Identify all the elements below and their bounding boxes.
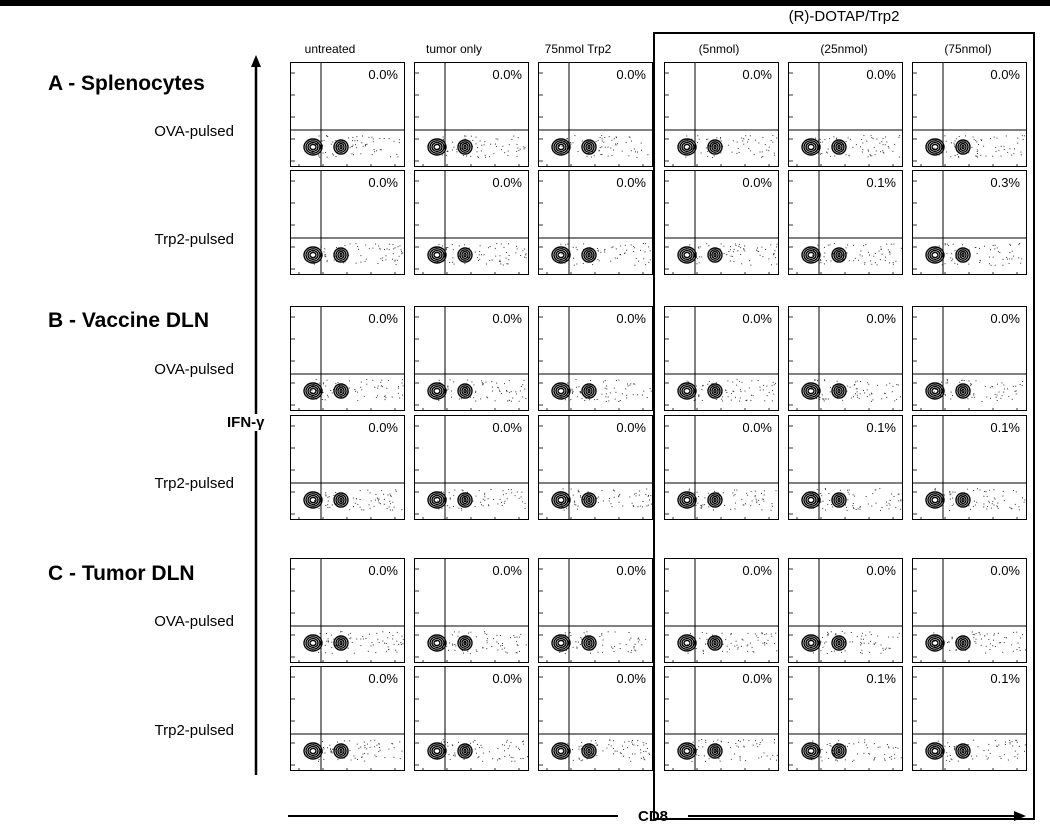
- flow-plot: [912, 415, 1027, 520]
- cd8-negative-population: [310, 748, 316, 753]
- flow-plot: [290, 170, 405, 275]
- event-dots: [559, 631, 646, 654]
- cd8-positive-population: [586, 748, 592, 755]
- cd8-negative-population: [808, 497, 814, 502]
- event-dots: [688, 243, 778, 266]
- row-label-c-ova: OVA-pulsed: [154, 613, 234, 630]
- quadrant-percentage: 0.0%: [866, 563, 896, 578]
- cd8-negative-population: [310, 640, 316, 645]
- event-dots: [935, 488, 1026, 511]
- quadrant-percentage: 0.0%: [742, 175, 772, 190]
- flow-plot: [664, 62, 779, 167]
- section-title-vaccine-dln: B - Vaccine DLN: [48, 309, 210, 332]
- cd8-positive-population: [712, 144, 718, 151]
- event-dots: [933, 740, 1025, 762]
- quadrant-percentage: 0.0%: [990, 311, 1020, 326]
- cd8-positive-population: [464, 641, 466, 644]
- cd8-positive-population: [714, 498, 716, 501]
- flow-plot: [538, 170, 653, 275]
- cd8-positive-population: [464, 389, 466, 392]
- cd8-positive-population: [962, 253, 964, 256]
- cd8-positive-population: [340, 145, 342, 148]
- flow-plot: [788, 558, 903, 663]
- cd8-positive-population: [464, 749, 466, 752]
- quadrant-percentage: 0.0%: [616, 671, 646, 686]
- column-label-untreated: untreated: [304, 42, 356, 56]
- event-dots: [314, 489, 403, 510]
- quadrant-percentage: 0.0%: [492, 563, 522, 578]
- flow-plot: [788, 415, 903, 520]
- event-dots: [685, 135, 777, 158]
- cd8-positive-population: [712, 497, 718, 504]
- event-dots: [687, 379, 776, 402]
- event-dots: [934, 135, 1025, 158]
- cd8-positive-population: [588, 749, 590, 752]
- event-dots: [311, 379, 403, 401]
- flow-plot: [414, 558, 529, 663]
- event-dots: [312, 243, 404, 265]
- flow-plot: [290, 415, 405, 520]
- event-dots: [809, 631, 900, 654]
- cd8-positive-population: [838, 389, 840, 392]
- quadrant-percentage: 0.1%: [866, 175, 896, 190]
- flow-plot: [664, 415, 779, 520]
- flow-plot: [788, 62, 903, 167]
- quadrant-percentage: 0.0%: [492, 175, 522, 190]
- quadrant-percentage: 0.0%: [368, 420, 398, 435]
- cd8-negative-population: [558, 388, 564, 393]
- column-label-75nmol-trp2: 75nmol Trp2: [544, 42, 612, 56]
- cd8-positive-population: [464, 253, 466, 256]
- cd8-positive-population: [464, 498, 466, 501]
- quadrant-percentage: 0.0%: [368, 67, 398, 82]
- cd8-positive-population: [836, 640, 842, 647]
- event-dots: [563, 739, 650, 761]
- section-title-splenocytes: A - Splenocytes: [48, 72, 205, 95]
- flow-plot: [414, 306, 529, 411]
- event-dots: [934, 379, 1023, 402]
- cd8-positive-population: [714, 641, 716, 644]
- flow-plot: [290, 62, 405, 167]
- cd8-negative-population: [808, 640, 814, 645]
- cd8-positive-population: [588, 253, 590, 256]
- quadrant-percentage: 0.1%: [866, 671, 896, 686]
- event-dots: [560, 488, 652, 510]
- cd8-negative-population: [684, 388, 690, 393]
- cd8-positive-population: [712, 388, 718, 395]
- cd8-positive-population: [588, 641, 590, 644]
- column-label-tumor-only: tumor only: [425, 42, 483, 56]
- cd8-positive-population: [838, 253, 840, 256]
- quadrant-percentage: 0.0%: [742, 67, 772, 82]
- cd8-positive-population: [464, 145, 466, 148]
- event-dots: [316, 631, 404, 654]
- cd8-negative-population: [310, 252, 316, 257]
- top-border: [0, 0, 1050, 6]
- cd8-negative-population: [932, 388, 938, 393]
- cd8-positive-population: [712, 640, 718, 647]
- flow-plot: [664, 306, 779, 411]
- cd8-negative-population: [932, 252, 938, 257]
- cd8-negative-population: [684, 144, 690, 149]
- event-dots: [436, 631, 527, 654]
- event-dots: [811, 379, 901, 402]
- quadrant-percentage: 0.0%: [368, 671, 398, 686]
- cd8-positive-population: [340, 498, 342, 501]
- cd8-positive-population: [714, 389, 716, 392]
- cd8-positive-population: [838, 641, 840, 644]
- flow-plot: [912, 170, 1027, 275]
- flow-plot: [414, 666, 529, 771]
- flow-plot: [912, 558, 1027, 663]
- flow-plot: [664, 558, 779, 663]
- cd8-negative-population: [932, 497, 938, 502]
- cd8-positive-population: [836, 388, 842, 395]
- flow-plot: [664, 170, 779, 275]
- cd8-negative-population: [434, 748, 440, 753]
- quadrant-percentage: 0.3%: [990, 175, 1020, 190]
- row-label-a-trp2: Trp2-pulsed: [154, 231, 234, 248]
- cd8-positive-population: [340, 253, 342, 256]
- quadrant-percentage: 0.0%: [616, 67, 646, 82]
- cd8-negative-population: [310, 388, 316, 393]
- event-dots: [810, 739, 902, 762]
- cd8-positive-population: [340, 389, 342, 392]
- group-title: (R)-DOTAP/Trp2: [788, 8, 900, 25]
- cd8-positive-population: [960, 144, 966, 151]
- event-dots: [686, 632, 778, 654]
- event-dots: [811, 243, 902, 265]
- cd8-positive-population: [960, 497, 966, 504]
- quadrant-percentage: 0.0%: [616, 420, 646, 435]
- quadrant-percentage: 0.0%: [368, 175, 398, 190]
- flow-plot: [788, 170, 903, 275]
- x-axis-label: CD8: [638, 808, 669, 825]
- event-dots: [811, 135, 900, 158]
- quadrant-percentage: 0.1%: [866, 420, 896, 435]
- cd8-positive-population: [586, 640, 592, 647]
- quadrant-percentage: 0.0%: [866, 67, 896, 82]
- cd8-positive-population: [836, 252, 842, 259]
- cd8-negative-population: [558, 640, 564, 645]
- quadrant-percentage: 0.0%: [368, 563, 398, 578]
- cd8-positive-population: [836, 144, 842, 151]
- cd8-positive-population: [962, 498, 964, 501]
- quadrant-percentage: 0.0%: [368, 311, 398, 326]
- cd8-positive-population: [838, 145, 840, 148]
- cd8-negative-population: [932, 144, 938, 149]
- row-label-b-ova: OVA-pulsed: [154, 361, 234, 378]
- quadrant-percentage: 0.0%: [492, 67, 522, 82]
- cd8-positive-population: [462, 640, 468, 647]
- cd8-positive-population: [836, 748, 842, 755]
- flow-plot: [912, 666, 1027, 771]
- cd8-negative-population: [434, 252, 440, 257]
- cd8-positive-population: [714, 749, 716, 752]
- quadrant-percentage: 0.0%: [742, 420, 772, 435]
- cd8-negative-population: [434, 388, 440, 393]
- flow-plot: [538, 558, 653, 663]
- quadrant-percentage: 0.0%: [616, 311, 646, 326]
- flow-plot: [538, 306, 653, 411]
- quadrant-percentage: 0.0%: [616, 563, 646, 578]
- flow-plot: [414, 62, 529, 167]
- quadrant-percentage: 0.0%: [990, 67, 1020, 82]
- quadrant-percentage: 0.0%: [492, 420, 522, 435]
- cd8-negative-population: [808, 144, 814, 149]
- event-dots: [436, 243, 527, 265]
- cd8-positive-population: [712, 252, 718, 259]
- cd8-positive-population: [962, 389, 964, 392]
- flow-plot: [290, 558, 405, 663]
- quadrant-percentage: 0.1%: [990, 671, 1020, 686]
- quadrant-percentage: 0.0%: [742, 671, 772, 686]
- event-dots: [438, 136, 526, 158]
- event-dots: [933, 243, 1022, 266]
- cd8-positive-population: [960, 748, 966, 755]
- flow-plot: [414, 170, 529, 275]
- row-label-c-trp2: Trp2-pulsed: [154, 722, 234, 739]
- cd8-positive-population: [340, 641, 342, 644]
- flow-plot: [290, 666, 405, 771]
- event-dots: [685, 739, 778, 762]
- flow-plot: [912, 306, 1027, 411]
- cd8-positive-population: [462, 388, 468, 395]
- flow-plot: [788, 306, 903, 411]
- event-dots: [312, 740, 403, 762]
- quadrant-percentage: 0.0%: [492, 311, 522, 326]
- cd8-negative-population: [558, 144, 564, 149]
- cd8-negative-population: [684, 252, 690, 257]
- event-dots: [436, 489, 526, 511]
- flow-plot: [538, 666, 653, 771]
- cd8-positive-population: [962, 749, 964, 752]
- cd8-positive-population: [340, 749, 342, 752]
- cd8-positive-population: [462, 748, 468, 755]
- event-dots: [686, 489, 777, 511]
- y-axis-label: IFN-γ: [227, 414, 265, 431]
- cd8-positive-population: [338, 144, 344, 151]
- event-dots: [437, 739, 528, 762]
- cd8-positive-population: [338, 388, 344, 395]
- quadrant-percentage: 0.0%: [990, 563, 1020, 578]
- cd8-positive-population: [586, 252, 592, 259]
- quadrant-percentage: 0.0%: [742, 563, 772, 578]
- row-label-b-trp2: Trp2-pulsed: [154, 475, 234, 492]
- cd8-negative-population: [684, 497, 690, 502]
- cd8-positive-population: [338, 640, 344, 647]
- cd8-negative-population: [434, 640, 440, 645]
- cd8-positive-population: [838, 749, 840, 752]
- cd8-positive-population: [588, 498, 590, 501]
- section-title-tumor-dln: C - Tumor DLN: [48, 562, 195, 585]
- cd8-positive-population: [962, 145, 964, 148]
- flow-plot: [912, 62, 1027, 167]
- row-label-a-ova: OVA-pulsed: [154, 123, 234, 140]
- flow-plot: [664, 666, 779, 771]
- flow-plot: [290, 306, 405, 411]
- column-label-5nmol: (5nmol): [698, 42, 740, 56]
- quadrant-percentage: 0.1%: [990, 420, 1020, 435]
- cd8-positive-population: [338, 748, 344, 755]
- quadrant-percentage: 0.0%: [492, 671, 522, 686]
- event-dots: [559, 243, 651, 266]
- cd8-positive-population: [714, 145, 716, 148]
- cd8-positive-population: [338, 252, 344, 259]
- event-dots: [436, 379, 526, 401]
- flow-plot: [788, 666, 903, 771]
- quadrant-percentage: 0.0%: [616, 175, 646, 190]
- flow-plot: [538, 62, 653, 167]
- event-dots: [933, 632, 1026, 654]
- flow-plot: [538, 415, 653, 520]
- column-label-25nmol: (25nmol): [820, 42, 868, 56]
- cd8-negative-population: [558, 497, 564, 502]
- cd8-negative-population: [684, 748, 690, 753]
- cd8-negative-population: [932, 640, 938, 645]
- event-dots: [559, 135, 648, 158]
- cd8-negative-population: [310, 144, 316, 149]
- quadrant-percentage: 0.0%: [866, 311, 896, 326]
- cd8-negative-population: [808, 748, 814, 753]
- quadrant-percentage: 0.0%: [742, 311, 772, 326]
- cd8-positive-population: [838, 498, 840, 501]
- cd8-positive-population: [714, 253, 716, 256]
- cd8-positive-population: [962, 641, 964, 644]
- cd8-positive-population: [462, 252, 468, 259]
- event-dots: [812, 488, 902, 511]
- cd8-positive-population: [586, 497, 592, 504]
- cd8-positive-population: [588, 145, 590, 148]
- event-dots: [312, 135, 400, 158]
- cd8-positive-population: [586, 144, 592, 151]
- cd8-negative-population: [932, 748, 938, 753]
- cd8-negative-population: [558, 252, 564, 257]
- cd8-positive-population: [462, 144, 468, 151]
- column-label-75nmol: (75nmol): [944, 42, 992, 56]
- flow-plot: [414, 415, 529, 520]
- cd8-negative-population: [434, 144, 440, 149]
- event-dots: [560, 379, 652, 402]
- cd8-positive-population: [836, 497, 842, 504]
